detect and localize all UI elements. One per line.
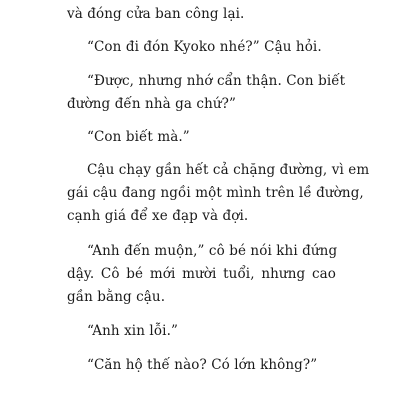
text-line: và đóng cửa ban công lại. (67, 6, 245, 22)
text-line: “Căn hộ thế nào? Có lớn không?” (87, 357, 318, 373)
text-line: “Anh đến muộn,” cô bé nói khi đứng (87, 243, 338, 259)
text-line: gần bằng cậu. (67, 289, 166, 305)
text-line: gái cậu đang ngồi một mình trên lề đường, (67, 185, 364, 201)
text-line: “Con biết mà.” (87, 129, 190, 145)
text-line: “Anh xin lỗi.” (87, 323, 178, 339)
text-line: Cậu chạy gần hết cả chặng đường, vì em (87, 162, 370, 178)
text-line: đường đến nhà ga chứ?” (67, 96, 237, 112)
text-line: “Con đi đón Kyoko nhé?” Cậu hỏi. (87, 39, 322, 55)
text-line: “Được, nhưng nhớ cẩn thận. Con biết (87, 73, 346, 89)
text-line: dậy. Cô bé mới mười tuổi, nhưng cao (67, 266, 336, 282)
text-line: cạnh giá để xe đạp và đợi. (67, 208, 249, 224)
